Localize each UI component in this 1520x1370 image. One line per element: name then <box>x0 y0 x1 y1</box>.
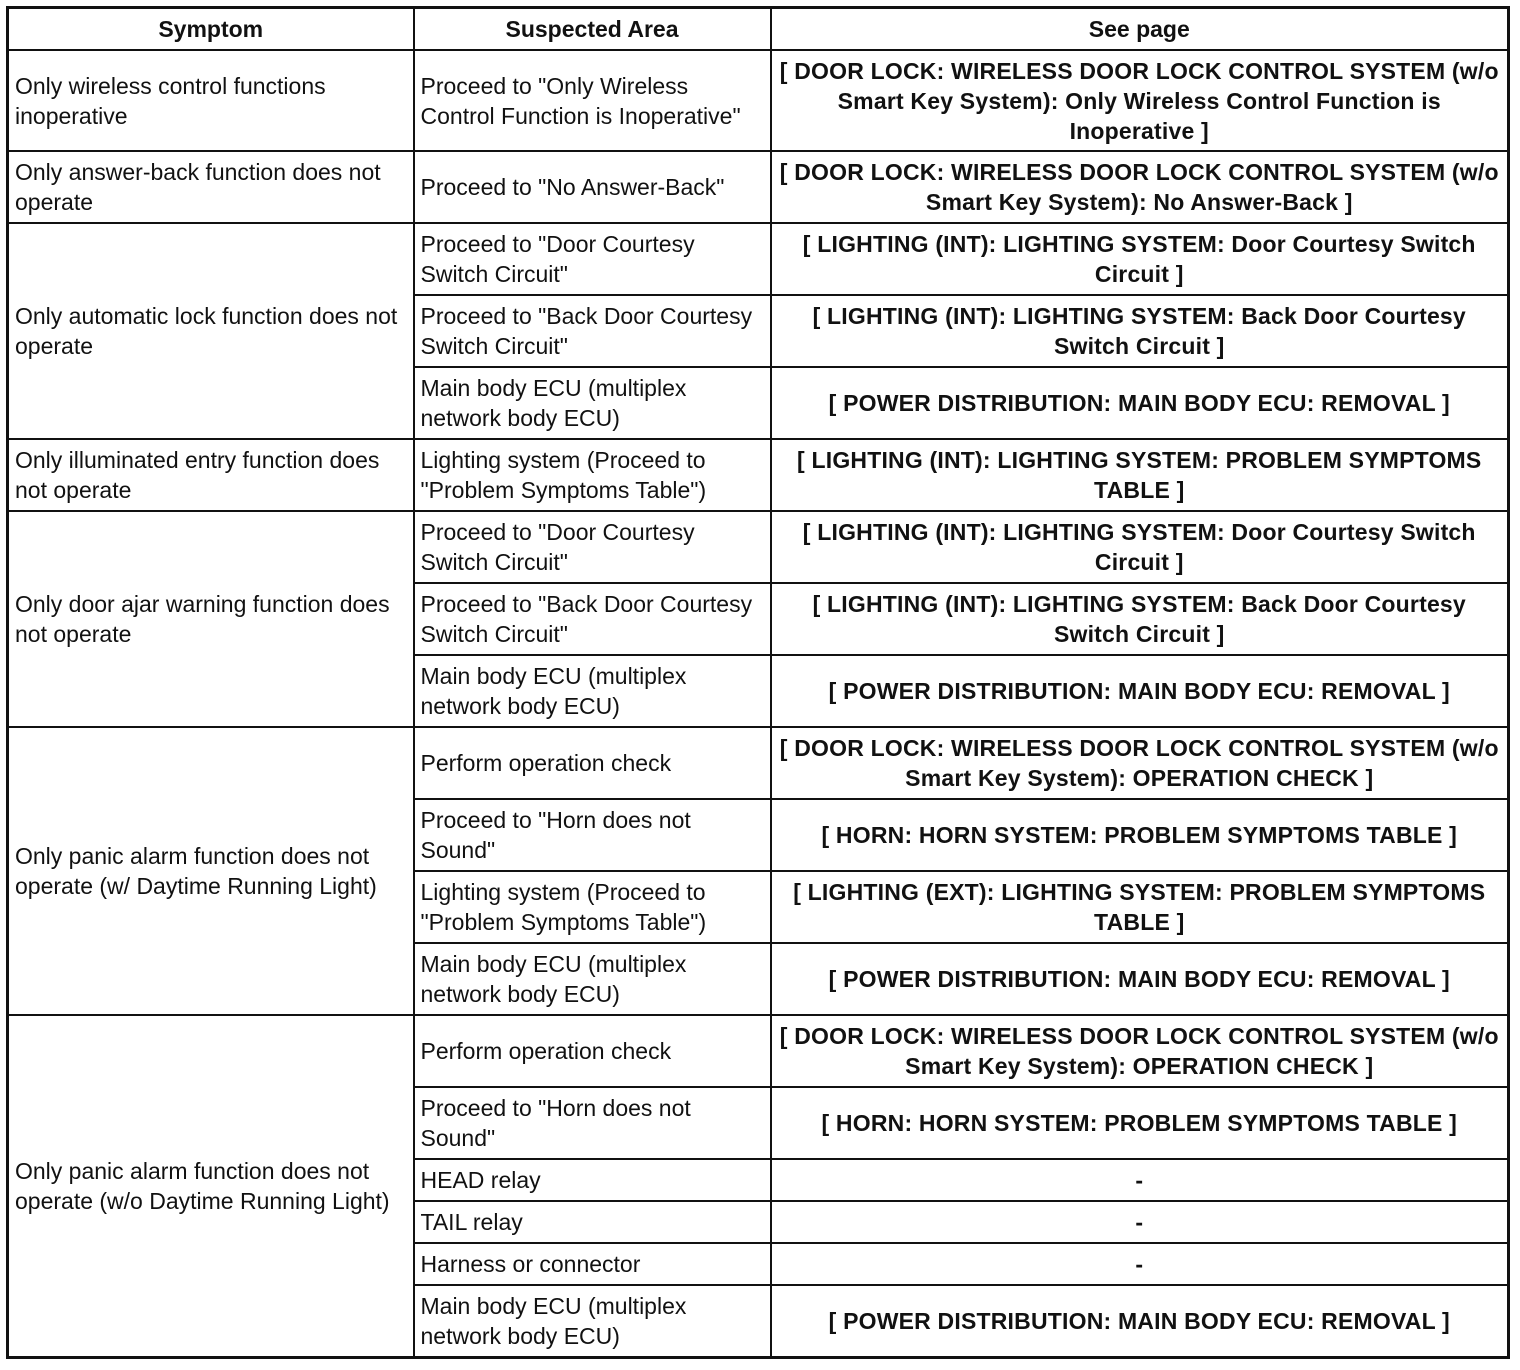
symptom-cell: Only panic alarm function does not operate (w/o Daytime Running Light) <box>8 1015 414 1357</box>
see-page-link[interactable]: [ POWER DISTRIBUTION: MAIN BODY ECU: REMOVAL ] <box>771 943 1509 1015</box>
header-symptom: Symptom <box>8 8 414 51</box>
table-row <box>8 727 1509 799</box>
see-page-link[interactable]: [ LIGHTING (INT): LIGHTING SYSTEM: Back Door Courtesy Switch Circuit ] <box>771 295 1509 367</box>
table-row <box>8 151 1509 223</box>
suspected-area-cell: Proceed to "Door Courtesy Switch Circuit" <box>414 223 771 295</box>
table-row <box>8 439 1509 511</box>
see-page-link[interactable]: [ LIGHTING (EXT): LIGHTING SYSTEM: PROBLEM SYMPTOMS TABLE ] <box>771 871 1509 943</box>
suspected-area-cell: Harness or connector <box>414 1243 771 1285</box>
see-page-link[interactable]: [ HORN: HORN SYSTEM: PROBLEM SYMPTOMS TABLE ] <box>771 1087 1509 1159</box>
see-page-link[interactable]: [ DOOR LOCK: WIRELESS DOOR LOCK CONTROL SYSTEM (w/o Smart Key System): OPERATION CHECK ] <box>771 1015 1509 1087</box>
suspected-area-cell: Main body ECU (multiplex network body ECU) <box>414 367 771 439</box>
see-page-link[interactable]: [ LIGHTING (INT): LIGHTING SYSTEM: Back Door Courtesy Switch Circuit ] <box>771 583 1509 655</box>
see-page-link[interactable]: [ DOOR LOCK: WIRELESS DOOR LOCK CONTROL SYSTEM (w/o Smart Key System): No Answer-Back ] <box>771 151 1509 223</box>
table-row <box>8 223 1509 295</box>
see-page-link[interactable]: [ POWER DISTRIBUTION: MAIN BODY ECU: REMOVAL ] <box>771 655 1509 727</box>
see-page-cell: - <box>771 1201 1509 1243</box>
see-page-link[interactable]: [ POWER DISTRIBUTION: MAIN BODY ECU: REMOVAL ] <box>771 367 1509 439</box>
header-see-page: See page <box>771 8 1509 51</box>
suspected-area-cell: Proceed to "No Answer-Back" <box>414 151 771 223</box>
see-page-cell: - <box>771 1243 1509 1285</box>
header-row <box>8 8 1509 51</box>
suspected-area-cell: Proceed to "Only Wireless Control Function is Inoperative" <box>414 50 771 151</box>
suspected-area-cell: TAIL relay <box>414 1201 771 1243</box>
suspected-area-cell: Main body ECU (multiplex network body ECU) <box>414 1285 771 1357</box>
symptom-cell: Only door ajar warning function does not operate <box>8 511 414 727</box>
suspected-area-cell: Lighting system (Proceed to "Problem Symptoms Table") <box>414 439 771 511</box>
suspected-area-cell: Proceed to "Horn does not Sound" <box>414 799 771 871</box>
see-page-link[interactable]: [ LIGHTING (INT): LIGHTING SYSTEM: Door Courtesy Switch Circuit ] <box>771 223 1509 295</box>
suspected-area-cell: Proceed to "Horn does not Sound" <box>414 1087 771 1159</box>
see-page-cell: - <box>771 1159 1509 1201</box>
table-row <box>8 50 1509 151</box>
see-page-link[interactable]: [ DOOR LOCK: WIRELESS DOOR LOCK CONTROL SYSTEM (w/o Smart Key System): OPERATION CHECK ] <box>771 727 1509 799</box>
suspected-area-cell: Proceed to "Door Courtesy Switch Circuit" <box>414 511 771 583</box>
suspected-area-cell: Proceed to "Back Door Courtesy Switch Circuit" <box>414 295 771 367</box>
suspected-area-cell: HEAD relay <box>414 1159 771 1201</box>
see-page-link[interactable]: [ DOOR LOCK: WIRELESS DOOR LOCK CONTROL SYSTEM (w/o Smart Key System): Only Wireless Control Function is Inoperative ] <box>771 50 1509 151</box>
symptom-cell: Only illuminated entry function does not operate <box>8 439 414 511</box>
see-page-link[interactable]: [ POWER DISTRIBUTION: MAIN BODY ECU: REMOVAL ] <box>771 1285 1509 1357</box>
suspected-area-cell: Perform operation check <box>414 727 771 799</box>
suspected-area-cell: Main body ECU (multiplex network body ECU) <box>414 943 771 1015</box>
see-page-link[interactable]: [ LIGHTING (INT): LIGHTING SYSTEM: PROBLEM SYMPTOMS TABLE ] <box>771 439 1509 511</box>
symptom-cell: Only automatic lock function does not operate <box>8 223 414 439</box>
see-page-link[interactable]: [ LIGHTING (INT): LIGHTING SYSTEM: Door Courtesy Switch Circuit ] <box>771 511 1509 583</box>
see-page-link[interactable]: [ HORN: HORN SYSTEM: PROBLEM SYMPTOMS TABLE ] <box>771 799 1509 871</box>
header-suspected-area: Suspected Area <box>414 8 771 51</box>
symptom-cell: Only panic alarm function does not operate (w/ Daytime Running Light) <box>8 727 414 1015</box>
problem-symptoms-table <box>6 6 1510 1359</box>
suspected-area-cell: Lighting system (Proceed to "Problem Symptoms Table") <box>414 871 771 943</box>
suspected-area-cell: Main body ECU (multiplex network body ECU) <box>414 655 771 727</box>
suspected-area-cell: Perform operation check <box>414 1015 771 1087</box>
suspected-area-cell: Proceed to "Back Door Courtesy Switch Circuit" <box>414 583 771 655</box>
symptom-cell: Only answer-back function does not operate <box>8 151 414 223</box>
symptom-cell: Only wireless control functions inoperative <box>8 50 414 151</box>
table-row <box>8 1015 1509 1087</box>
table-row <box>8 511 1509 583</box>
